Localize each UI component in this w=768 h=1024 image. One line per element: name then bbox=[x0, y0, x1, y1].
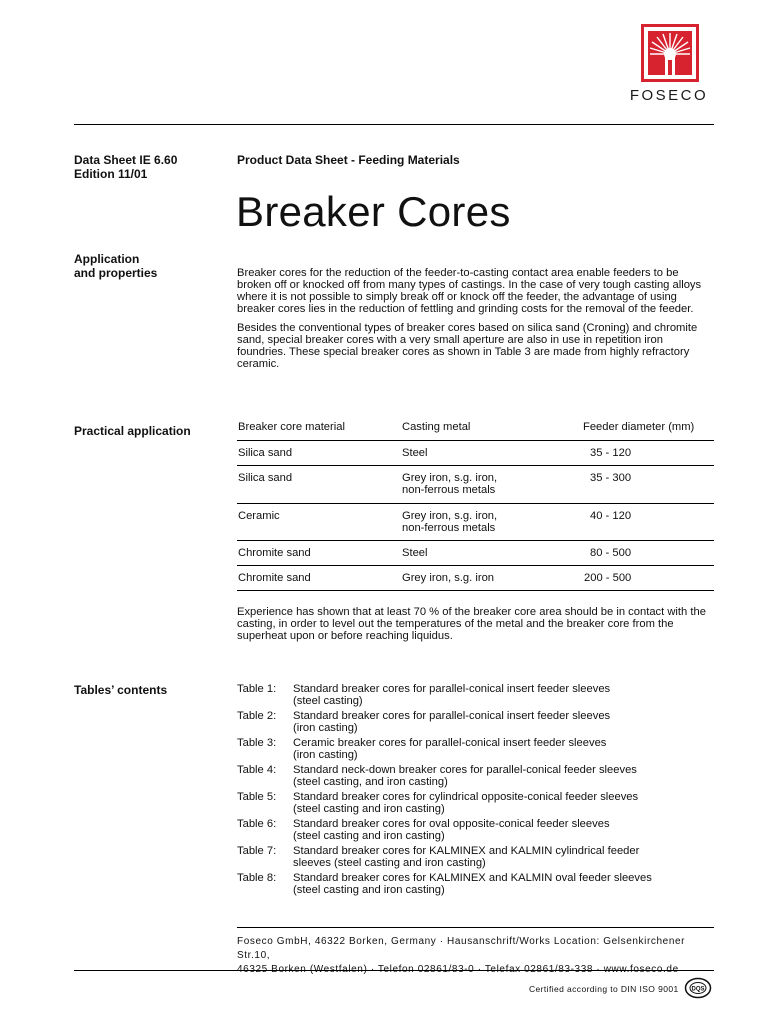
list-item bbox=[237, 710, 714, 734]
table-ref-label: Table 6: bbox=[237, 818, 277, 830]
list-item bbox=[237, 683, 714, 707]
table-ref-description: Standard breaker cores for parallel-conical insert feeder sleeves (steel casting) bbox=[293, 683, 611, 707]
breaker-core-table bbox=[237, 421, 714, 591]
table-cell-material: Silica sand bbox=[238, 447, 293, 459]
table-row bbox=[237, 566, 714, 591]
table-ref-label: Table 5: bbox=[237, 791, 277, 803]
document-meta bbox=[74, 153, 177, 181]
table-cell-diameter: 35 - 120 bbox=[590, 447, 632, 459]
table-row bbox=[237, 541, 714, 566]
table-cell-diameter: 40 - 120 bbox=[590, 510, 632, 522]
foseco-logo bbox=[613, 24, 725, 110]
table-cell-material: Chromite sand bbox=[238, 572, 311, 584]
table-ref-description: Standard breaker cores for cylindrical opposite-conical feeder sleeves (steel casting and iron casting) bbox=[293, 791, 639, 815]
list-item bbox=[237, 818, 714, 842]
header-divider bbox=[74, 124, 714, 125]
list-item bbox=[237, 872, 714, 896]
table-ref-label: Table 8: bbox=[237, 872, 277, 884]
table-ref-description: Standard breaker cores for parallel-conical insert feeder sleeves (iron casting) bbox=[293, 710, 611, 734]
address-line-1: Foseco GmbH, 46322 Borken, Germany · Hausanschrift/Works Location: Gelsenkirchener Str.10, bbox=[237, 936, 686, 961]
page-title: Breaker Cores bbox=[236, 188, 511, 235]
table-ref-description: Standard breaker cores for KALMINEX and KALMIN oval feeder sleeves (steel casting and iron casting) bbox=[293, 872, 652, 896]
table-row bbox=[237, 466, 714, 504]
column-header: Casting metal bbox=[402, 421, 471, 433]
list-item bbox=[237, 845, 714, 869]
list-item bbox=[237, 737, 714, 761]
table-cell-diameter: 80 - 500 bbox=[590, 547, 632, 559]
bottom-divider bbox=[74, 970, 714, 971]
section-label-application: Application and properties bbox=[74, 252, 158, 280]
table-cell-metal: Grey iron, s.g. iron, non-ferrous metals bbox=[402, 472, 498, 496]
section-label-tables: Tables’ contents bbox=[74, 683, 168, 697]
data-sheet-number: Data Sheet IE 6.60 bbox=[74, 153, 178, 167]
table-ref-description: Standard neck-down breaker cores for parallel-conical feeder sleeves (steel casting, and iron casting) bbox=[293, 764, 637, 788]
edition: Edition 11/01 bbox=[74, 167, 148, 181]
table-row bbox=[237, 441, 714, 466]
brand-name: FOSECO bbox=[629, 87, 709, 104]
table-ref-label: Table 7: bbox=[237, 845, 277, 857]
list-item bbox=[237, 791, 714, 815]
table-row bbox=[237, 504, 714, 541]
contact-area-note: Experience has shown that at least 70 % of the breaker core area should be in contact with the casting, in order to level out the temperatures of the metal and the breaker core from the superheat upon or before reaching liquidus. bbox=[237, 606, 706, 642]
table-ref-description: Ceramic breaker cores for parallel-conical insert feeder sleeves (iron casting) bbox=[293, 737, 607, 761]
column-header: Feeder diameter (mm) bbox=[583, 421, 695, 433]
application-text bbox=[237, 267, 714, 377]
tables-contents-list bbox=[237, 683, 714, 899]
svg-text:DQS: DQS bbox=[691, 986, 705, 993]
table-ref-label: Table 1: bbox=[237, 683, 277, 695]
table-cell-material: Chromite sand bbox=[238, 547, 311, 559]
section-label-practical: Practical application bbox=[74, 424, 191, 438]
table-ref-label: Table 4: bbox=[237, 764, 277, 776]
column-header: Breaker core material bbox=[238, 421, 345, 433]
table-cell-metal: Steel bbox=[402, 547, 428, 559]
table-header-row bbox=[237, 421, 714, 441]
table-cell-material: Ceramic bbox=[238, 510, 280, 522]
certification-text: Certified according to DIN ISO 9001 bbox=[529, 984, 679, 994]
application-paragraph-2: Besides the conventional types of breaker cores based on silica sand (Croning) and chromite sand, special breaker cores with a very small aperture are also in use in repetition iron foundries. These special breaker cores as shown in Table 3 are made from highly refractory ceramic. bbox=[237, 322, 698, 370]
table-ref-label: Table 2: bbox=[237, 710, 277, 722]
table-ref-label: Table 3: bbox=[237, 737, 277, 749]
foseco-logo-mark-icon bbox=[641, 24, 699, 82]
table-cell-metal: Steel bbox=[402, 447, 428, 459]
list-item bbox=[237, 764, 714, 788]
table-ref-description: Standard breaker cores for KALMINEX and KALMIN cylindrical feeder sleeves (steel casting and iron casting) bbox=[293, 845, 640, 869]
table-cell-material: Silica sand bbox=[238, 472, 293, 484]
product-line: Product Data Sheet - Feeding Materials bbox=[237, 153, 460, 167]
dqs-certification-icon bbox=[684, 977, 712, 999]
footer-divider bbox=[237, 927, 714, 928]
table-cell-diameter: 200 - 500 bbox=[584, 572, 632, 584]
table-cell-metal: Grey iron, s.g. iron, non-ferrous metals bbox=[402, 510, 498, 534]
table-cell-diameter: 35 - 300 bbox=[590, 472, 632, 484]
table-cell-metal: Grey iron, s.g. iron bbox=[402, 572, 495, 584]
table-ref-description: Standard breaker cores for oval opposite-conical feeder sleeves (steel casting and iron casting) bbox=[293, 818, 610, 842]
application-paragraph-1: Breaker cores for the reduction of the feeder-to-casting contact area enable feeders to be broken off or knocked off from many types of castings. In the case of very tough casting alloys where it is not possible to simply break off or knock off the feeder, the advantage of using breaker cores lies in the reduction of fettling and grinding costs for the removal of the feeder. bbox=[237, 267, 702, 315]
